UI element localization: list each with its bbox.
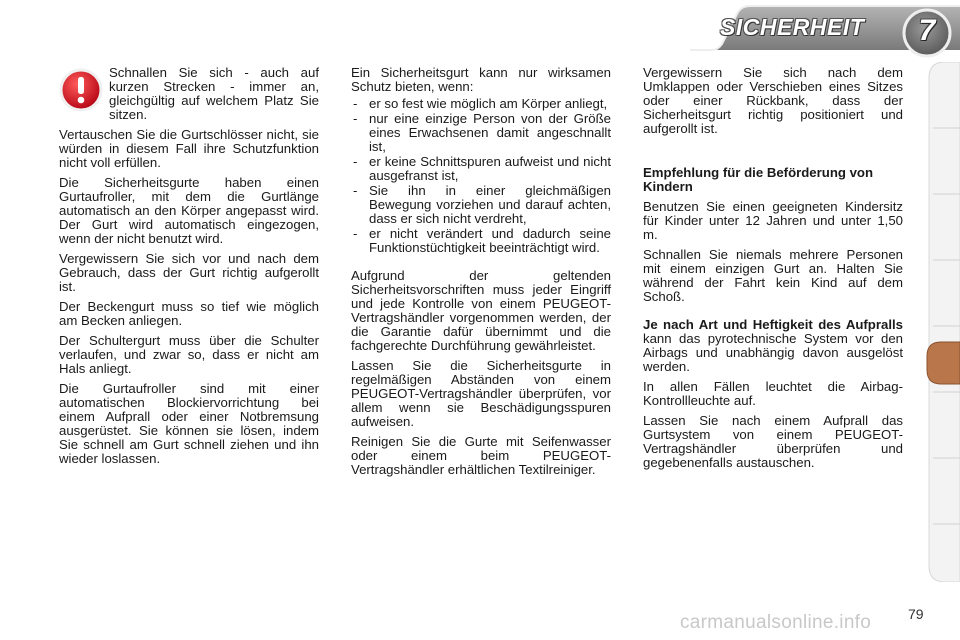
chapter-number: 7 (918, 14, 936, 47)
paragraph: Die Gurtaufroller sind mit einer automatischen Blockiervorrichtung bei einem Aufprall oder einer Notbremsung ausgerüstet. Sie können sie lösen, indem Sie schnell am Gurt schnell ziehen und ihn wieder loslassen. (59, 381, 319, 466)
paragraph: Reinigen Sie die Gurte mit Seifenwasser oder einem beim PEUGEOT-Vertragshändler erhältlichen Textilreiniger. (351, 434, 611, 477)
paragraph: Lassen Sie die Sicherheitsgurte in regelmäßigen Abständen von einem PEUGEOT-Vertragshändler überprüfen, vor allem wenn sie Beschädigungsspuren aufweisen. (351, 358, 611, 429)
paragraph: In allen Fällen leuchtet die Airbag-Kontrollleuchte auf. (643, 379, 903, 408)
paragraph: Der Schultergurt muss über die Schulter verlaufen, und zwar so, dass er nicht am Hals anliegt. (59, 333, 319, 376)
list-item: - nur eine einzige Person von der Größe eines Erwachsenen damit angeschnallt ist, (351, 112, 611, 154)
paragraph: Vergewissern Sie sich nach dem Umklappen oder Verschieben eines Sitzes oder einer Rückbank, dass der Sicherheitsgurt richtig positioniert und aufgerollt ist. (643, 65, 903, 136)
paragraph: Vergewissern Sie sich vor und nach dem Gebrauch, dass der Gurt richtig aufgerollt ist. (59, 251, 319, 294)
list-item: - er so fest wie möglich am Körper anliegt, (351, 97, 611, 111)
watermark: carmanualsonline.info (680, 612, 872, 633)
section-heading: Empfehlung für die Beförderung von Kindern (643, 165, 874, 194)
warning-text: Schnallen Sie sich - auch auf kurzen Strecken - immer an, gleichgültig auf welchem Platz Sie sitzen. (109, 65, 319, 122)
list-item: - Sie ihn in einer gleichmäßigen Bewegung vorziehen und darauf achten, dass er sich nicht verdreht, (351, 184, 611, 226)
paragraph: Schnallen Sie niemals mehrere Personen mit einem einzigen Gurt an. Halten Sie während der Fahrt kein Kind auf dem Schoß. (643, 247, 903, 304)
column-3 (643, 66, 903, 476)
paragraph: Die Sicherheitsgurte haben einen Gurtaufroller, mit dem die Gurtlänge automatisch an den Körper angepasst wird. Der Gurt wird automatisch eingezogen, wenn der nicht benutzt wird. (59, 175, 319, 246)
list-item: - er nicht verändert und dadurch seine Funktionstüchtigkeit beeinträchtigt wird. (351, 227, 611, 255)
column-2 (351, 66, 611, 483)
condition-list (351, 97, 611, 255)
paragraph: Der Beckengurt muss so tief wie möglich am Becken anliegen. (59, 299, 319, 328)
airbag-lead: Je nach Art und Heftigkeit des Aufpralls (643, 317, 903, 332)
paragraph: Ein Sicherheitsgurt kann nur wirksamen Schutz bieten, wenn: (351, 65, 611, 94)
airbag-paragraph (643, 318, 903, 374)
paragraph: Vertauschen Sie die Gurtschlösser nicht, sie würden in diesem Fall ihre Schutzfunktion nicht voll erfüllen. (59, 127, 319, 170)
page-title: SICHERHEIT (720, 14, 865, 40)
page-number: 79 (908, 606, 924, 622)
airbag-rest: kann das pyrotechnische System vor den Airbags und unabhängig davon ausgelöst werden. (643, 331, 903, 374)
column-1 (59, 66, 319, 472)
paragraph: Aufgrund der geltenden Sicherheitsvorschriften muss jeder Eingriff und jede Kontrolle von einem PEUGEOT-Vertragshändler vorgenommen werden, der die Garantie dafür übernimmt und die fachgerechte Durchführung gewährleistet. (351, 268, 611, 353)
warning-icon (59, 66, 109, 122)
paragraph: Benutzen Sie einen geeigneten Kindersitz für Kinder unter 12 Jahren und unter 1,50 m. (643, 199, 903, 242)
chapter-tab-strip (925, 62, 960, 582)
warning-block (59, 66, 319, 122)
chapter-7-tab[interactable] (927, 342, 960, 384)
paragraph: Lassen Sie nach einem Aufprall das Gurtsystem von einem PEUGEOT-Vertragshändler überprüfen und gegebenenfalls austauschen. (643, 413, 903, 470)
list-item: - er keine Schnittspuren aufweist und nicht ausgefranst ist, (351, 155, 611, 183)
